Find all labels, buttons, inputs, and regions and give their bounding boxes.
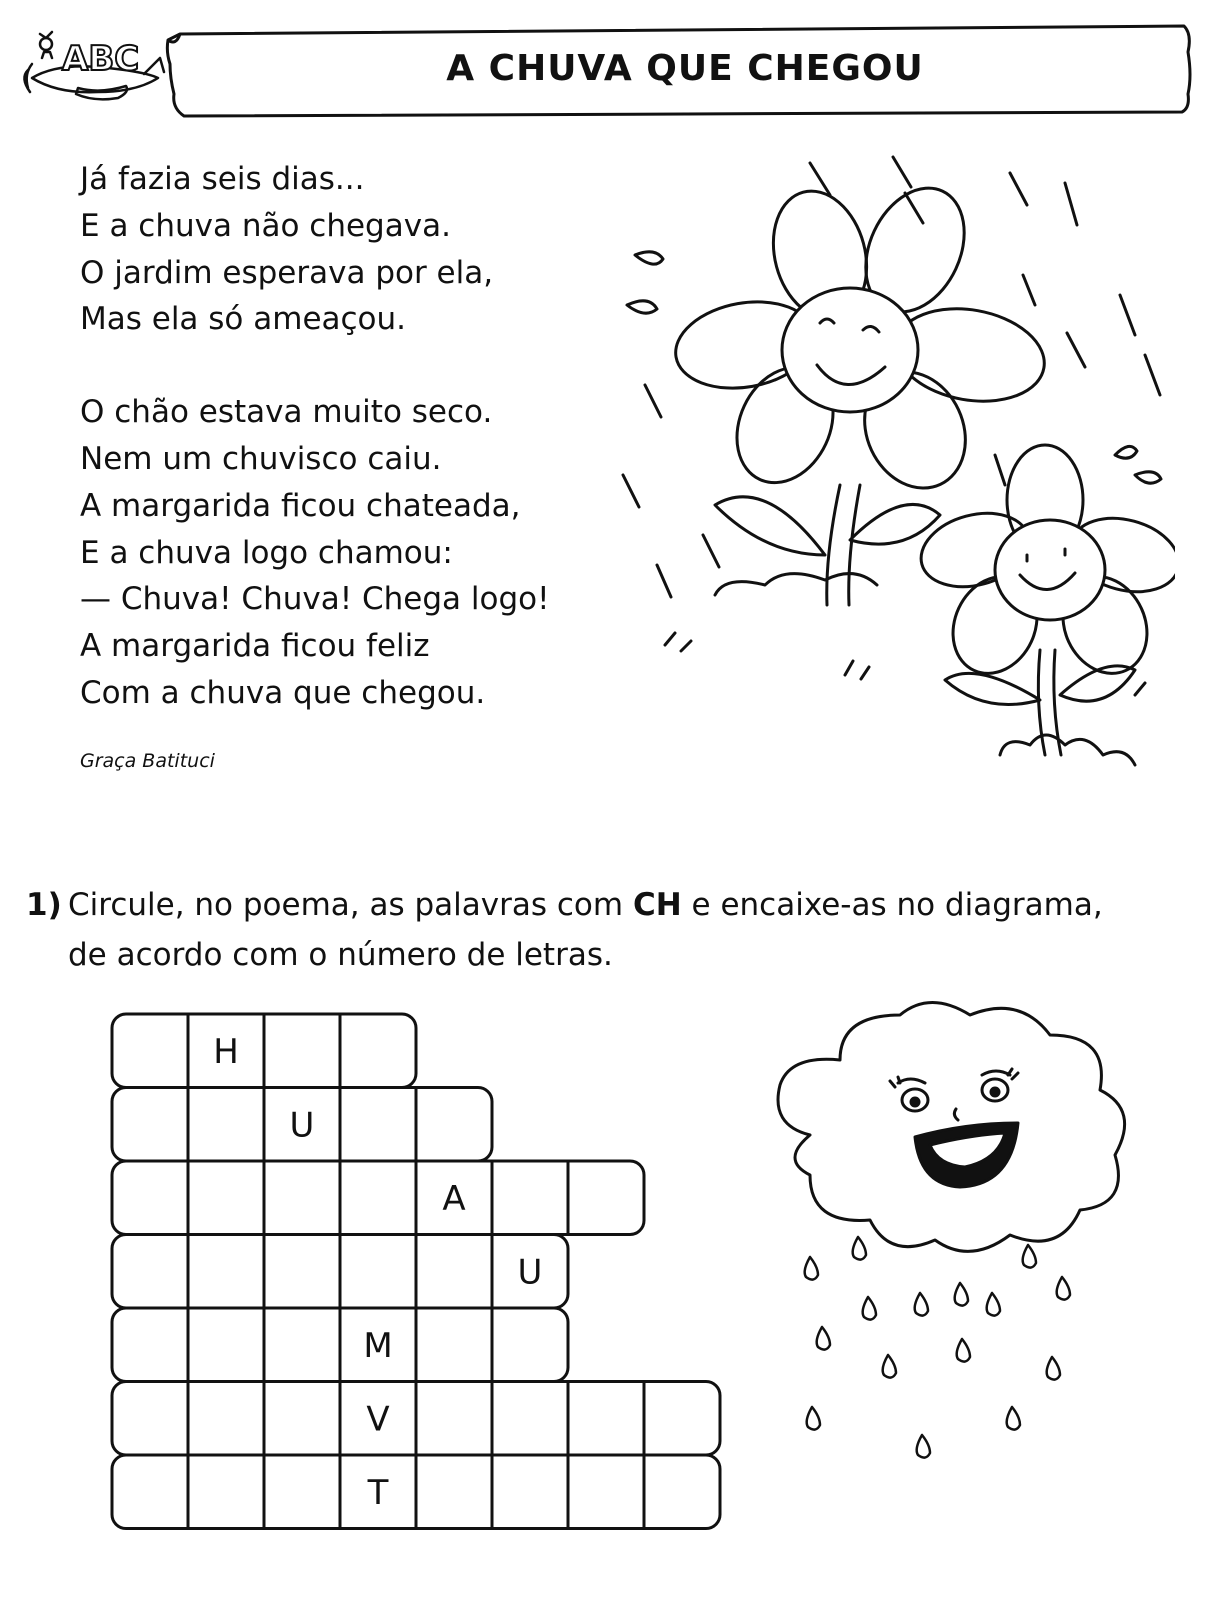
diagram-cell[interactable]: [264, 1235, 340, 1309]
diagram-cell[interactable]: [416, 1308, 492, 1382]
poem-line: Nem um chuvisco caiu.: [80, 440, 442, 477]
diagram-cell[interactable]: [644, 1455, 720, 1529]
diagram-cell-letter: U: [517, 1252, 543, 1293]
poem-line: O chão estava muito seco.: [80, 394, 493, 431]
diagram-cell[interactable]: [188, 1088, 264, 1162]
diagram-cell[interactable]: [112, 1014, 188, 1088]
diagram-cell-letter: V: [366, 1399, 390, 1440]
diagram-cell[interactable]: [492, 1161, 568, 1235]
diagram-cell[interactable]: [112, 1308, 188, 1382]
diagram-cell[interactable]: [264, 1161, 340, 1235]
diagram-cell[interactable]: [188, 1382, 264, 1456]
diagram-cell[interactable]: [264, 1455, 340, 1529]
diagram-cell[interactable]: [416, 1455, 492, 1529]
diagram-cell[interactable]: [112, 1235, 188, 1309]
diagram-cell-letter: T: [367, 1472, 389, 1513]
diagram-cell[interactable]: [340, 1161, 416, 1235]
poem-line: A margarida ficou chateada,: [80, 487, 521, 524]
diagram-cell[interactable]: [340, 1235, 416, 1309]
diagram-cell[interactable]: [188, 1308, 264, 1382]
diagram-cell-letter: A: [442, 1178, 466, 1219]
diagram-cell[interactable]: [492, 1382, 568, 1456]
diagram-cell[interactable]: [112, 1088, 188, 1162]
question-text: Circule, no poema, as palavras com: [68, 887, 624, 923]
poem: [80, 156, 680, 717]
diagram-cell[interactable]: [416, 1235, 492, 1309]
diagram-cell[interactable]: [644, 1382, 720, 1456]
diagram-cell[interactable]: [188, 1235, 264, 1309]
diagram-cell[interactable]: [264, 1308, 340, 1382]
diagram-cell[interactable]: [188, 1161, 264, 1235]
diagram-cell[interactable]: [340, 1088, 416, 1162]
logo-letters: ABC: [62, 39, 140, 79]
rain-cloud-illustration: [770, 995, 1170, 1485]
diagram-cell[interactable]: [568, 1382, 644, 1456]
diagram-cell-letter: U: [289, 1105, 315, 1146]
poem-line: O jardim esperava por ela,: [80, 254, 494, 291]
poem-line: A margarida ficou feliz: [80, 628, 430, 665]
diagram-cell[interactable]: [112, 1455, 188, 1529]
question-1: [26, 880, 1206, 980]
diagram-cell[interactable]: [568, 1161, 644, 1235]
poem-author: Graça Batituci: [80, 750, 215, 772]
poem-line: Já fazia seis dias...: [80, 161, 365, 197]
question-number: 1): [26, 887, 62, 923]
poem-line: — Chuva! Chuva! Chega logo!: [80, 581, 550, 618]
poem-line: Mas ela só ameaçou.: [80, 301, 407, 338]
diagram-cell[interactable]: [264, 1382, 340, 1456]
abc-plane-logo: [18, 22, 168, 122]
diagram-cell[interactable]: [112, 1382, 188, 1456]
diagram-cell[interactable]: [492, 1308, 568, 1382]
poem-line: E a chuva não chegava.: [80, 207, 451, 244]
poem-line: Com a chuva que chegou.: [80, 674, 486, 711]
question-line-2: de acordo com o número de letras.: [68, 937, 613, 973]
diagram-cell[interactable]: [264, 1014, 340, 1088]
flowers-illustration: [615, 155, 1175, 785]
stanza-gap: [80, 343, 680, 389]
diagram-cell-letter: M: [363, 1325, 393, 1366]
diagram-cell[interactable]: [568, 1455, 644, 1529]
question-text: e encaixe-as no diagrama,: [691, 887, 1103, 923]
diagram-cell[interactable]: [416, 1088, 492, 1162]
diagram-cell[interactable]: [340, 1014, 416, 1088]
question-highlight: CH: [632, 887, 682, 923]
page-title: A CHUVA QUE CHEGOU: [446, 48, 924, 89]
diagram-cell[interactable]: [492, 1455, 568, 1529]
diagram-cell[interactable]: [112, 1161, 188, 1235]
diagram-cell-letter: H: [213, 1031, 239, 1072]
diagram-cell[interactable]: [416, 1382, 492, 1456]
word-diagram: [110, 1012, 730, 1552]
poem-line: E a chuva logo chamou:: [80, 534, 453, 571]
diagram-cell[interactable]: [188, 1455, 264, 1529]
